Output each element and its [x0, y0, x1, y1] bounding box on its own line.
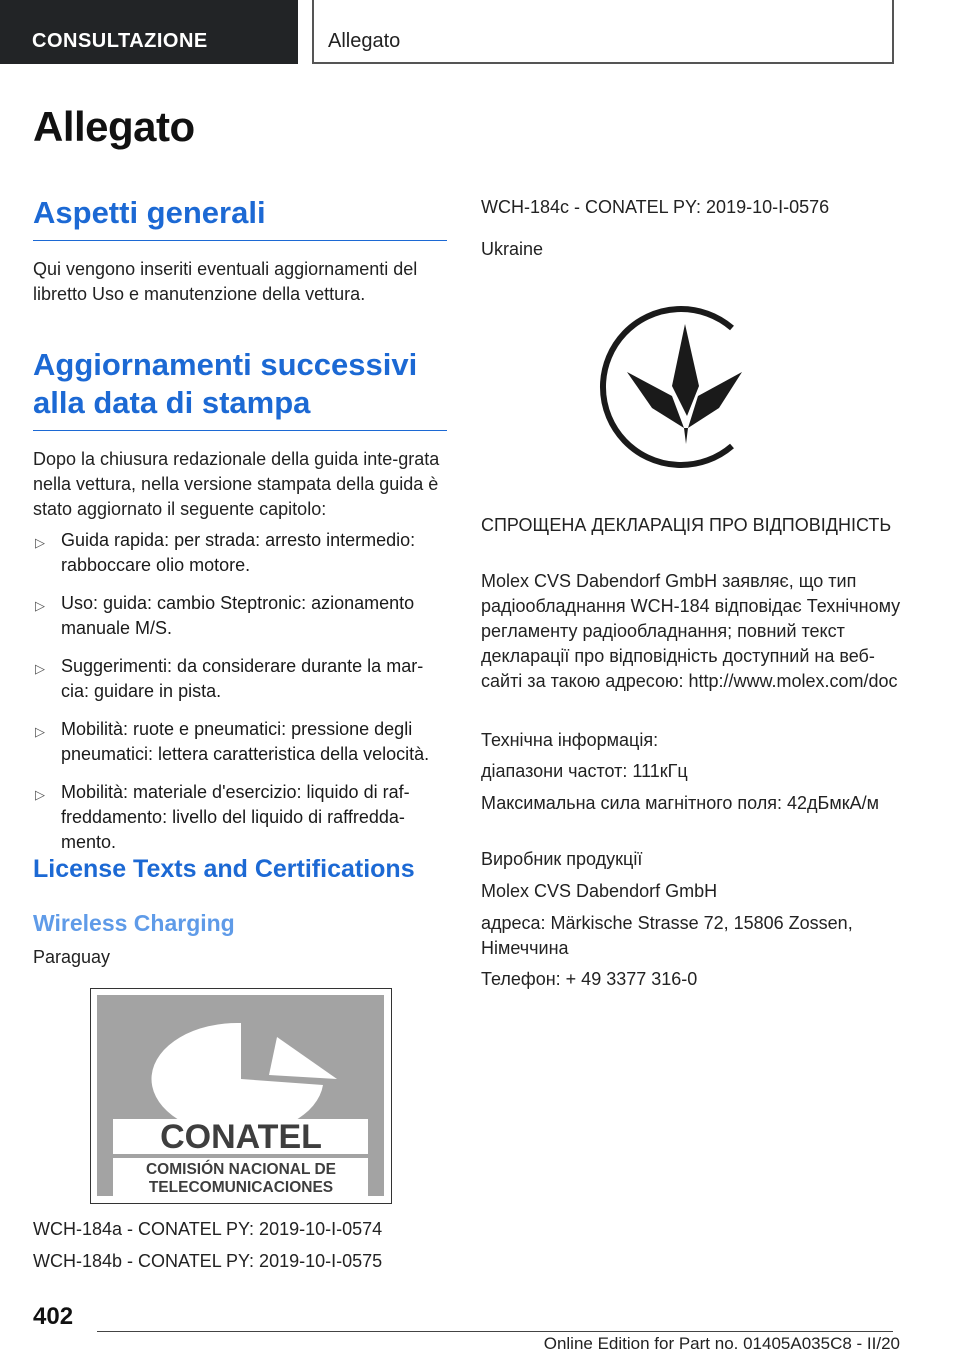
conatel-logo — [90, 988, 392, 1204]
header-chapter-box — [312, 0, 894, 64]
cert-wch-184c: WCH-184c - CONATEL PY: 2019-10-I-0576 — [481, 197, 830, 217]
manufacturer-address: адреса: Märkische Strasse 72, 15806 Zossen, Німеччина — [481, 913, 853, 958]
conatel-logo-graphic — [91, 989, 390, 1202]
country-paraguay: Paraguay — [33, 947, 111, 967]
magnetic-field: Максимальна сила магнітного поля: 42дБмкА/м — [481, 793, 879, 813]
declaration-text: Molex CVS Dabendorf GmbH заявляє, що тип радіообладнання WCH-184 відповідає Технічному регламенту радіообладнання; повний текст декларації про відповідність доступний на веб-сайті за такою адресою: http://www.molex.com/doc — [481, 571, 901, 691]
triangle-right-outline-icon: ▷ — [35, 661, 45, 676]
page-title: Allegato — [33, 103, 195, 150]
conatel-word: CONATEL — [160, 1118, 322, 1156]
footer-edition: Online Edition for Part no. 01405A035C8 - II/20 — [543, 1334, 900, 1353]
triangle-right-outline-icon: ▷ — [35, 598, 45, 613]
header-chapter-title: Allegato — [328, 30, 401, 52]
tech-info-label: Технічна інформація: — [481, 730, 659, 750]
heading-wireless-charging: Wireless Charging — [33, 910, 235, 936]
list-item: ▷ Suggerimenti: da considerare durante la mar-cia: guidare in pista. — [35, 656, 424, 701]
footer-divider — [97, 1331, 893, 1332]
heading-aspetti-generali: Aspetti generali — [33, 194, 447, 241]
country-ukraine: Ukraine — [481, 239, 544, 259]
frequency-range: діапазони частот: 111кГц — [481, 761, 688, 781]
aspetti-text: Qui vengono inseriti eventuali aggiornamenti del libretto Uso e manutenzione della vettura. — [33, 259, 418, 304]
triangle-right-outline-icon: ▷ — [35, 535, 45, 550]
heading-license-texts: License Texts and Certifications — [33, 855, 415, 883]
aggiornamenti-intro: Dopo la chiusura redazionale della guida inte-grata nella vettura, nella versione stampata della guida è stato aggiornato il seguente capitolo: — [33, 449, 440, 519]
heading-aggiornamenti — [33, 346, 447, 431]
list-item: ▷ Guida rapida: per strada: arresto intermedio: rabboccare olio motore. — [35, 530, 416, 575]
triangle-right-outline-icon: ▷ — [35, 787, 45, 802]
triangle-right-outline-icon: ▷ — [35, 724, 45, 739]
list-item: ▷ Mobilità: ruote e pneumatici: pressione degli pneumatici: lettera caratteristica della velocità. — [35, 719, 430, 764]
cert-wch-184a: WCH-184a - CONATEL PY: 2019-10-I-0574 — [33, 1219, 383, 1239]
list-item: ▷ Uso: guida: cambio Steptronic: azionamento manuale M/S. — [35, 593, 415, 638]
updated-chapters-list — [33, 528, 449, 868]
manufacturer-name: Molex CVS Dabendorf GmbH — [481, 881, 718, 901]
list-item: ▷ Mobilità: materiale d'esercizio: liquido di raf-freddamento: livello del liquido di raffredda-mento. — [35, 782, 410, 852]
declaration-title: СПРОЩЕНА ДЕКЛАРАЦІЯ ПРО ВІДПОВІДНІСТЬ — [481, 515, 892, 535]
manufacturer-phone: Телефон: + 49 3377 316-0 — [481, 969, 698, 989]
header-section-tab: CONSULTAZIONE — [0, 0, 298, 64]
manufacturer-label: Виробник продукції — [481, 849, 643, 869]
heading-aggiornamenti-line2: alla data di stampa — [33, 385, 311, 420]
conatel-line1: COMISIÓN NACIONAL DE — [145, 1161, 337, 1178]
heading-aggiornamenti-line1: Aggiornamenti successivi — [33, 347, 418, 382]
conatel-line2: TELECOMUNICACIONES — [148, 1179, 334, 1196]
cert-wch-184b: WCH-184b - CONATEL PY: 2019-10-I-0575 — [33, 1251, 383, 1271]
page-number: 402 — [33, 1303, 74, 1330]
ukrainian-conformity-mark-icon — [592, 296, 774, 478]
